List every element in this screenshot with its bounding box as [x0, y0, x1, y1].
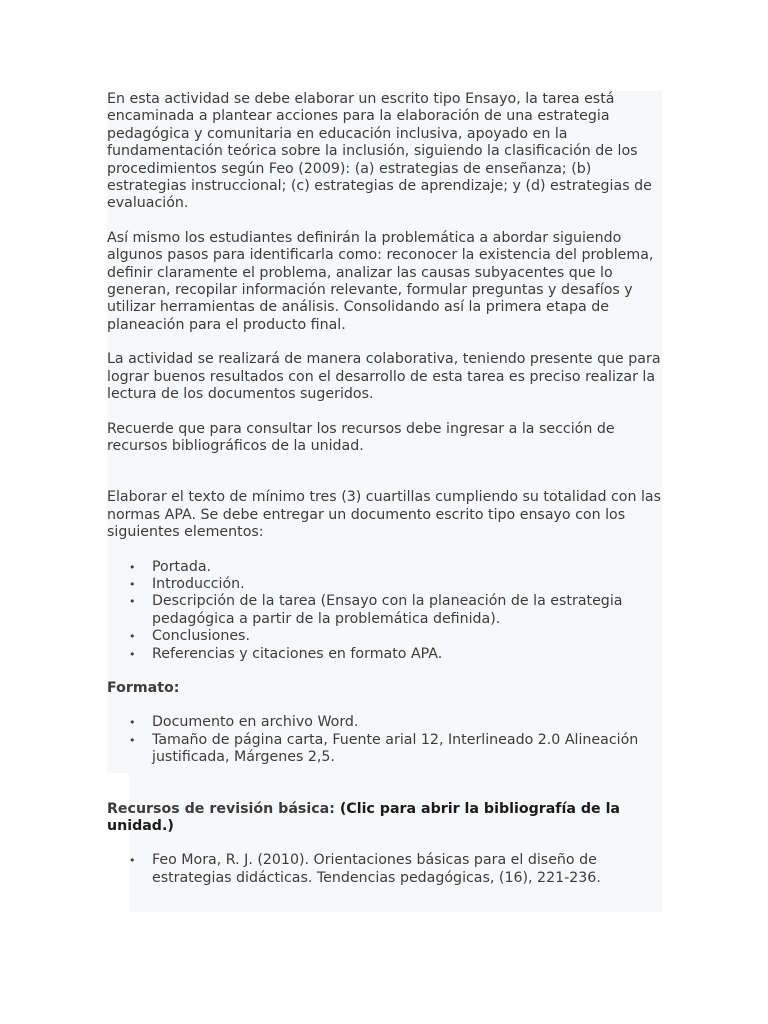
list-item: • Feo Mora, R. J. (2010). Orientaciones básicas para el diseño de estrategias didácticas. Tendencias pedagógicas, (16), 221-236.: [152, 852, 667, 887]
elements-list: [107, 559, 667, 663]
recursos-list: [107, 852, 667, 887]
list-item: • Documento en archivo Word.: [152, 714, 667, 731]
list-item: • Conclusiones.: [152, 628, 667, 645]
paragraph-problem: Así mismo los estudiantes definirán la problemática a abordar siguiendo algunos pasos para identificarla como: reconocer la existencia del problema, definir claramente el problema, analizar las causas subyacentes que lo generan, recopilar información relevante, formular preguntas y desafíos y utilizar herramientas de análisis. Consolidando así la primera etapa de planeación para el producto final.: [107, 229, 654, 333]
paragraph-intro: En esta actividad se debe elaborar un escrito tipo Ensayo, la tarea está encaminada a plantear acciones para la elaboración de una estrategia pedagógica y comunitaria en educación inclusiva, apoyado en la fundamentación teórica sobre la inclusión, siguiendo la clasificación de los procedimientos según Feo (2009): (a) estrategias de enseñanza; (b) estrategias instruccional; (c) estrategias de aprendizaje; y (d) estrategias de evaluación.: [107, 91, 652, 212]
paragraph-instructions: Elaborar el texto de mínimo tres (3) cuartillas cumpliendo su totalidad con las normas APA. Se debe entregar un documento escrito tipo ensayo con los siguientes elementos:: [107, 489, 662, 541]
list-item: • Descripción de la tarea (Ensayo con la planeación de la estrategia pedagógica a partir de la problemática definida).: [152, 593, 667, 628]
list-item: • Introducción.: [152, 576, 667, 593]
list-item: • Tamaño de página carta, Fuente arial 12, Interlineado 2.0 Alineación justificada, Márgenes 2,5.: [152, 732, 667, 767]
paragraph-collaborative: La actividad se realizará de manera colaborativa, teniendo presente que para lograr buenos resultados con el desarrollo de esta tarea es preciso realizar la lectura de los documentos sugeridos.: [107, 351, 661, 403]
recursos-heading: [107, 801, 667, 836]
formato-heading: Formato:: [107, 679, 180, 696]
list-item: • Portada.: [152, 559, 667, 576]
bibliography-link[interactable]: (Clic para abrir la bibliografía de la unidad.): [107, 800, 621, 834]
paragraph-resources-note: Recuerde que para consultar los recursos debe ingresar a la sección de recursos bibliográficos de la unidad.: [107, 420, 615, 454]
document-body: [107, 91, 667, 887]
list-item: • Referencias y citaciones en formato APA.: [152, 646, 667, 663]
formato-list: [107, 714, 667, 766]
recursos-heading-label: Recursos de revisión básica:: [107, 800, 335, 817]
